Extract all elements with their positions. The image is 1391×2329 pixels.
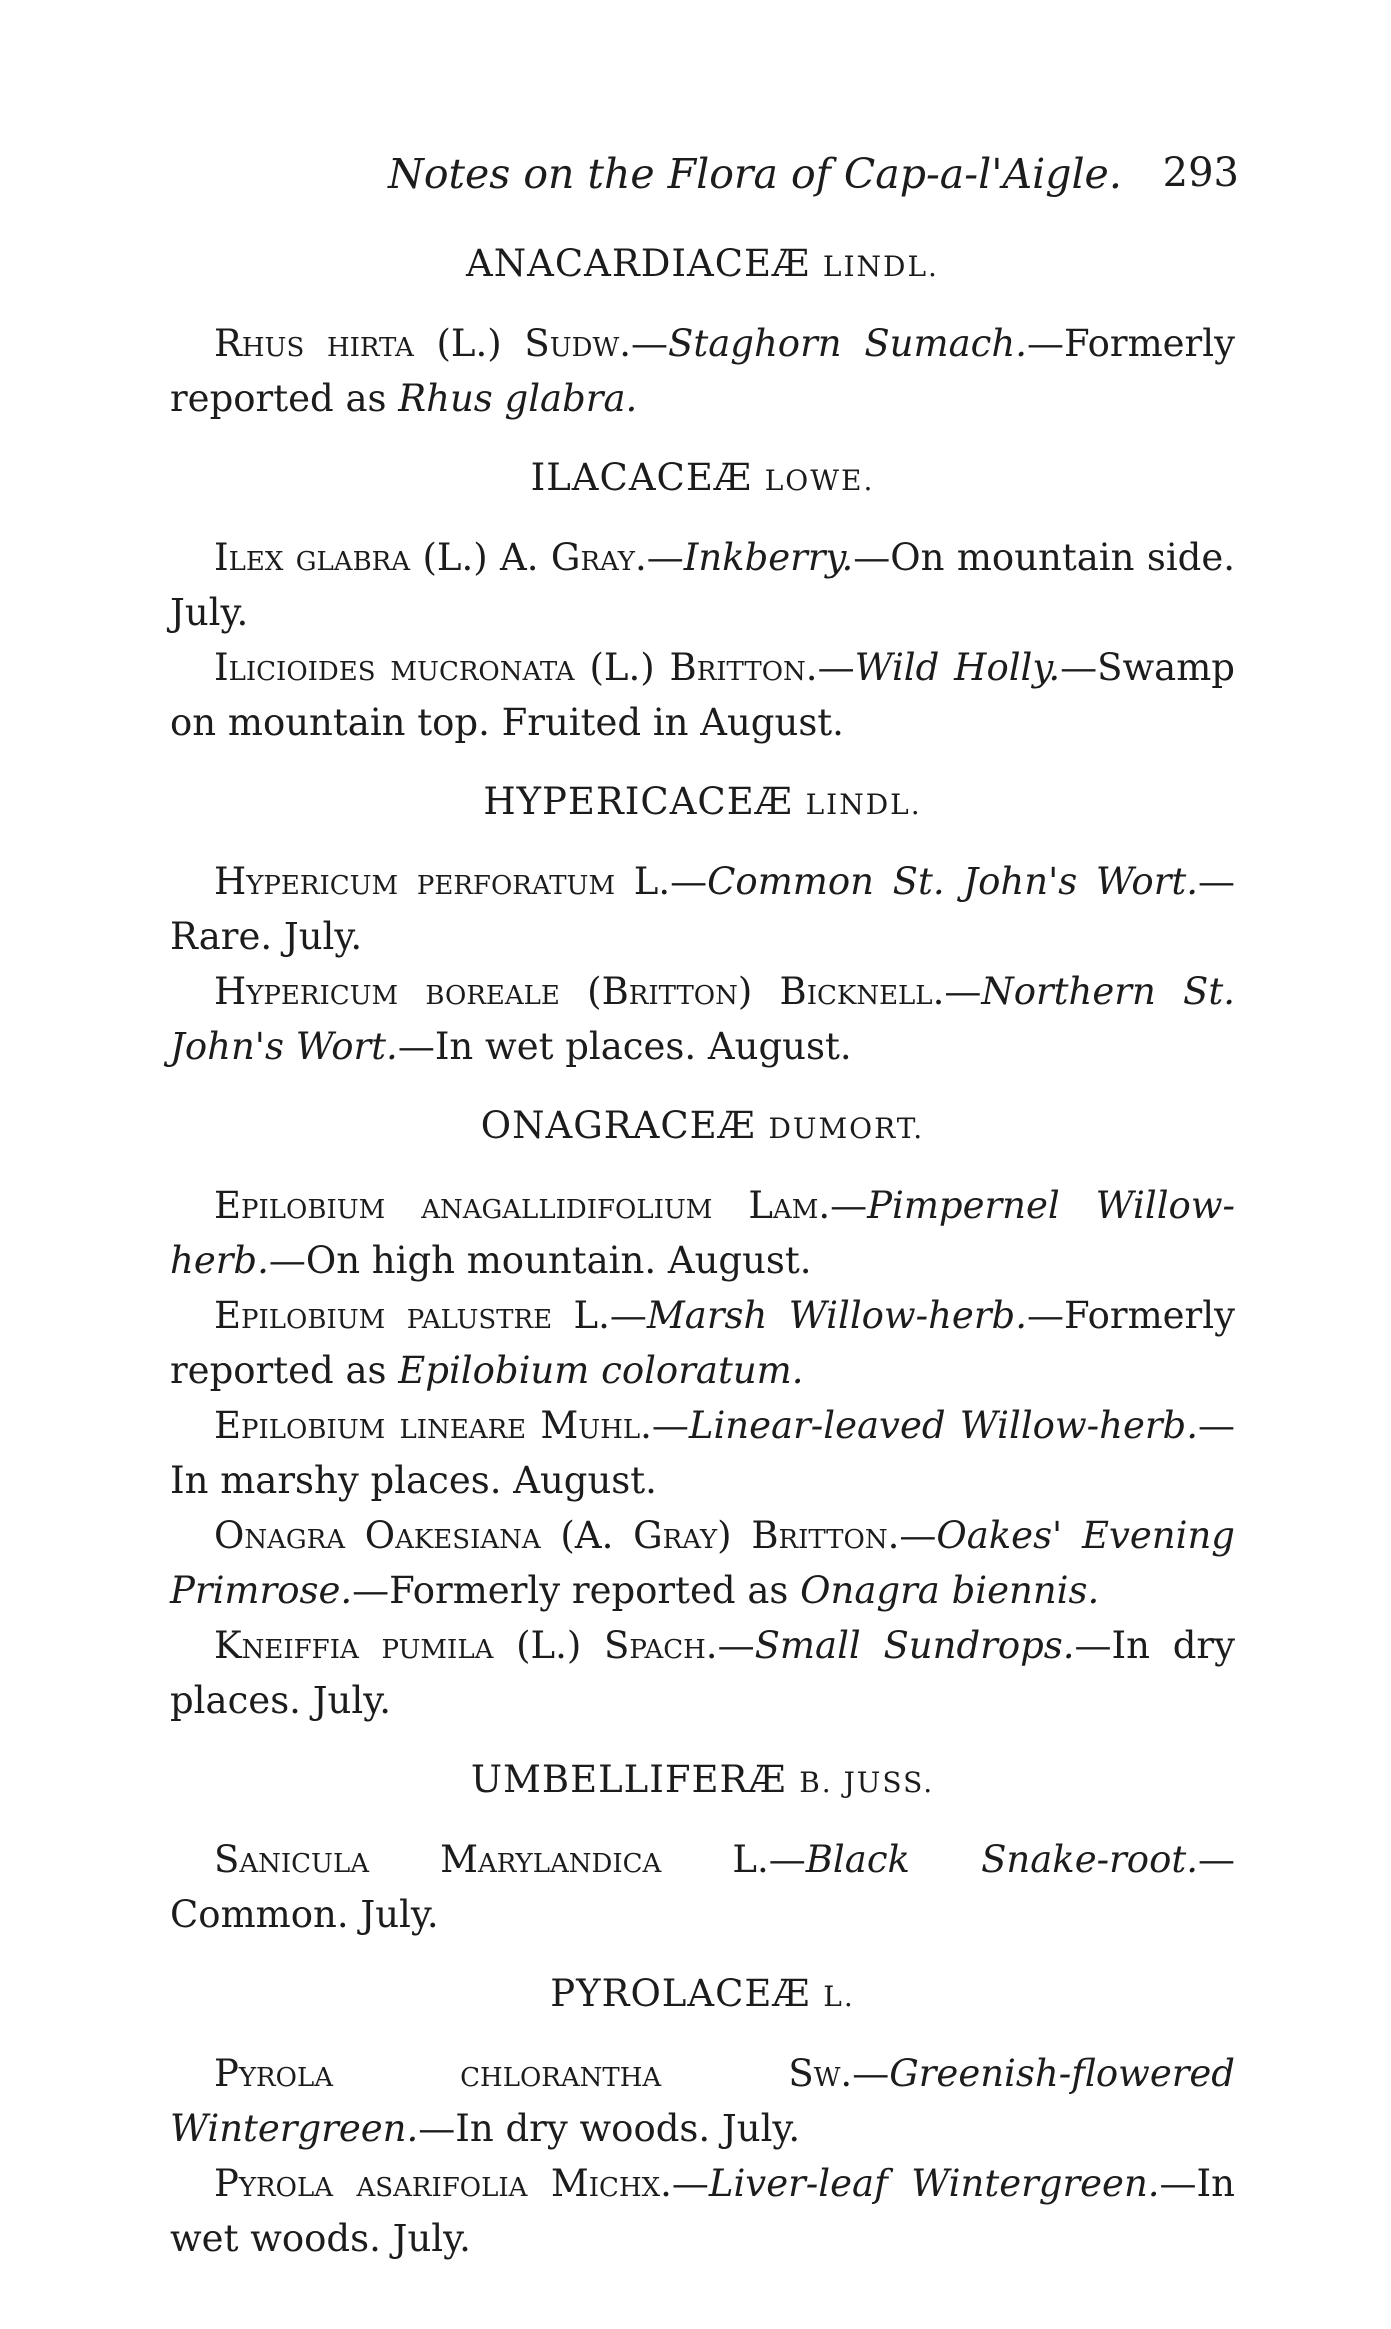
habitat-note: Formerly reported as (389, 1569, 789, 1612)
species-binomial: Hypericum boreale (214, 970, 560, 1013)
common-name: Greenish-flowered Wintergreen. (170, 2052, 1235, 2150)
species-entry: Epilobium palustre L.—Marsh Willow-herb.—Formerly reported as Epilobium coloratum. (170, 1294, 1235, 1392)
family-name: HYPERICACEÆ (483, 780, 793, 823)
page-header (0, 150, 1391, 200)
species-entry: Pyrola asarifolia Michx.—Liver-leaf Wintergreen.—In wet woods. July. (170, 2162, 1235, 2260)
common-name: Oakes' Evening Primrose. (170, 1514, 1235, 1612)
species-binomial: Epilobium anagallidifolium (214, 1184, 713, 1227)
habitat-note: In dry places. July. (170, 1624, 1235, 1722)
habitat-note: On high mountain. August. (305, 1239, 812, 1282)
species-authority: (L.) Sudw. (436, 322, 632, 365)
family-author: DUMORT. (768, 1112, 925, 1145)
species-binomial: Rhus hirta (214, 322, 414, 365)
species-binomial: Kneiffia pumila (214, 1624, 494, 1667)
common-name: Northern St. John's Wort. (170, 970, 1236, 1068)
family-name: ONAGRACEÆ (480, 1104, 756, 1147)
common-name: Linear-leaved Willow-herb. (688, 1404, 1198, 1447)
species-entry: Pyrola chlorantha Sw.—Greenish-flowered Wintergreen.—In dry woods. July. (170, 2052, 1235, 2150)
species-authority: (A. Gray) Britton. (560, 1514, 900, 1557)
running-title: Notes on the Flora of Cap-a-l'Aigle. (388, 150, 1122, 198)
family-name: UMBELLIFERÆ (470, 1758, 787, 1801)
habitat-note: In marshy places. August. (170, 1459, 657, 1502)
family-name: ANACARDIACEÆ (466, 242, 811, 285)
family-heading (170, 1752, 1235, 1810)
page-body (170, 236, 1235, 2266)
common-name: Wild Holly. (854, 646, 1061, 689)
family-author: LINDL. (805, 788, 922, 821)
species-authority: L. (573, 1294, 610, 1337)
species-entry: Sanicula Marylandica L.—Black Snake-root.—Common. July. (170, 1838, 1235, 1936)
species-authority: (L.) Spach. (516, 1624, 718, 1667)
synonym-name: Epilobium coloratum. (398, 1349, 804, 1392)
species-binomial: Epilobium palustre (214, 1294, 553, 1337)
page-number: 293 (1162, 150, 1239, 196)
family-author: LOWE. (764, 464, 875, 497)
species-entry: Kneiffia pumila (L.) Spach.—Small Sundrops.—In dry places. July. (170, 1624, 1235, 1722)
habitat-note: Common. July. (170, 1893, 439, 1936)
family-heading (170, 1098, 1235, 1156)
species-entry: Hypericum boreale (Britton) Bicknell.—Northern St. John's Wort.—In wet places. August. (170, 970, 1236, 1068)
common-name: Liver-leaf Wintergreen. (708, 2162, 1160, 2205)
species-binomial: Sanicula Marylandica (214, 1838, 662, 1881)
species-authority: Sw. (788, 2052, 853, 2095)
family-heading (170, 450, 1235, 508)
species-entry: Hypericum perforatum L.—Common St. John's Wort.—Rare. July. (170, 860, 1236, 958)
species-authority: Muhl. (540, 1404, 652, 1447)
family-heading (170, 236, 1235, 294)
common-name: Pimpernel Willow-herb. (170, 1184, 1236, 1282)
habitat-note: On mountain side. July. (170, 536, 1236, 634)
species-entry: Onagra Oakesiana (A. Gray) Britton.—Oakes' Evening Primrose.—Formerly reported as Onagra biennis. (170, 1514, 1235, 1612)
species-binomial: Epilobium lineare (214, 1404, 527, 1447)
species-binomial: Pyrola chlorantha (214, 2052, 662, 2095)
common-name: Black Snake-root. (805, 1838, 1198, 1881)
habitat-note: Swamp on mountain top. Fruited in August. (170, 646, 1235, 744)
family-name: PYROLACEÆ (550, 1972, 811, 2015)
common-name: Inkberry. (683, 536, 854, 579)
species-authority: (L.) A. Gray. (422, 536, 647, 579)
family-author: L. (823, 1980, 855, 2013)
common-name: Marsh Willow-herb. (646, 1294, 1027, 1337)
species-authority: (L.) Britton. (589, 646, 818, 689)
species-binomial: Ilicioides mucronata (214, 646, 575, 689)
species-authority: (Britton) Bicknell. (587, 970, 945, 1013)
habitat-note: In wet places. August. (434, 1025, 852, 1068)
habitat-note: In wet woods. July. (170, 2162, 1235, 2260)
species-binomial: Onagra Oakesiana (214, 1514, 541, 1557)
species-entry: Epilobium lineare Muhl.—Linear-leaved Willow-herb.—In marshy places. August. (170, 1404, 1235, 1502)
family-heading (170, 1966, 1235, 2024)
species-authority: L. (732, 1838, 769, 1881)
habitat-note: Formerly reported as (170, 1294, 1235, 1392)
common-name: Common St. John's Wort. (707, 860, 1199, 903)
habitat-note: Rare. July. (170, 915, 363, 958)
habitat-note: In dry woods. July. (455, 2107, 801, 2150)
common-name: Small Sundrops. (754, 1624, 1075, 1667)
synonym-name: Onagra biennis. (800, 1569, 1100, 1612)
species-binomial: Pyrola asarifolia (214, 2162, 528, 2205)
species-binomial: Hypericum perforatum (214, 860, 616, 903)
habitat-note: Formerly reported as (170, 322, 1235, 420)
family-heading (170, 774, 1235, 832)
family-name: ILACACEÆ (530, 456, 752, 499)
species-entry: Epilobium anagallidifolium Lam.—Pimpernel Willow-herb.—On high mountain. August. (170, 1184, 1236, 1282)
species-entry: Rhus hirta (L.) Sudw.—Staghorn Sumach.—Formerly reported as Rhus glabra. (170, 322, 1235, 420)
synonym-name: Rhus glabra. (398, 377, 638, 420)
species-authority: Lam. (748, 1184, 831, 1227)
species-binomial: Ilex glabra (214, 536, 411, 579)
species-entry: Ilex glabra (L.) A. Gray.—Inkberry.—On mountain side. July. (170, 536, 1236, 634)
family-author: B. JUSS. (799, 1766, 935, 1799)
family-author: LINDL. (822, 250, 939, 283)
species-authority: Michx. (550, 2162, 672, 2205)
species-entry: Ilicioides mucronata (L.) Britton.—Wild Holly.—Swamp on mountain top. Fruited in August. (170, 646, 1235, 744)
common-name: Staghorn Sumach. (668, 322, 1027, 365)
species-authority: L. (633, 860, 671, 903)
